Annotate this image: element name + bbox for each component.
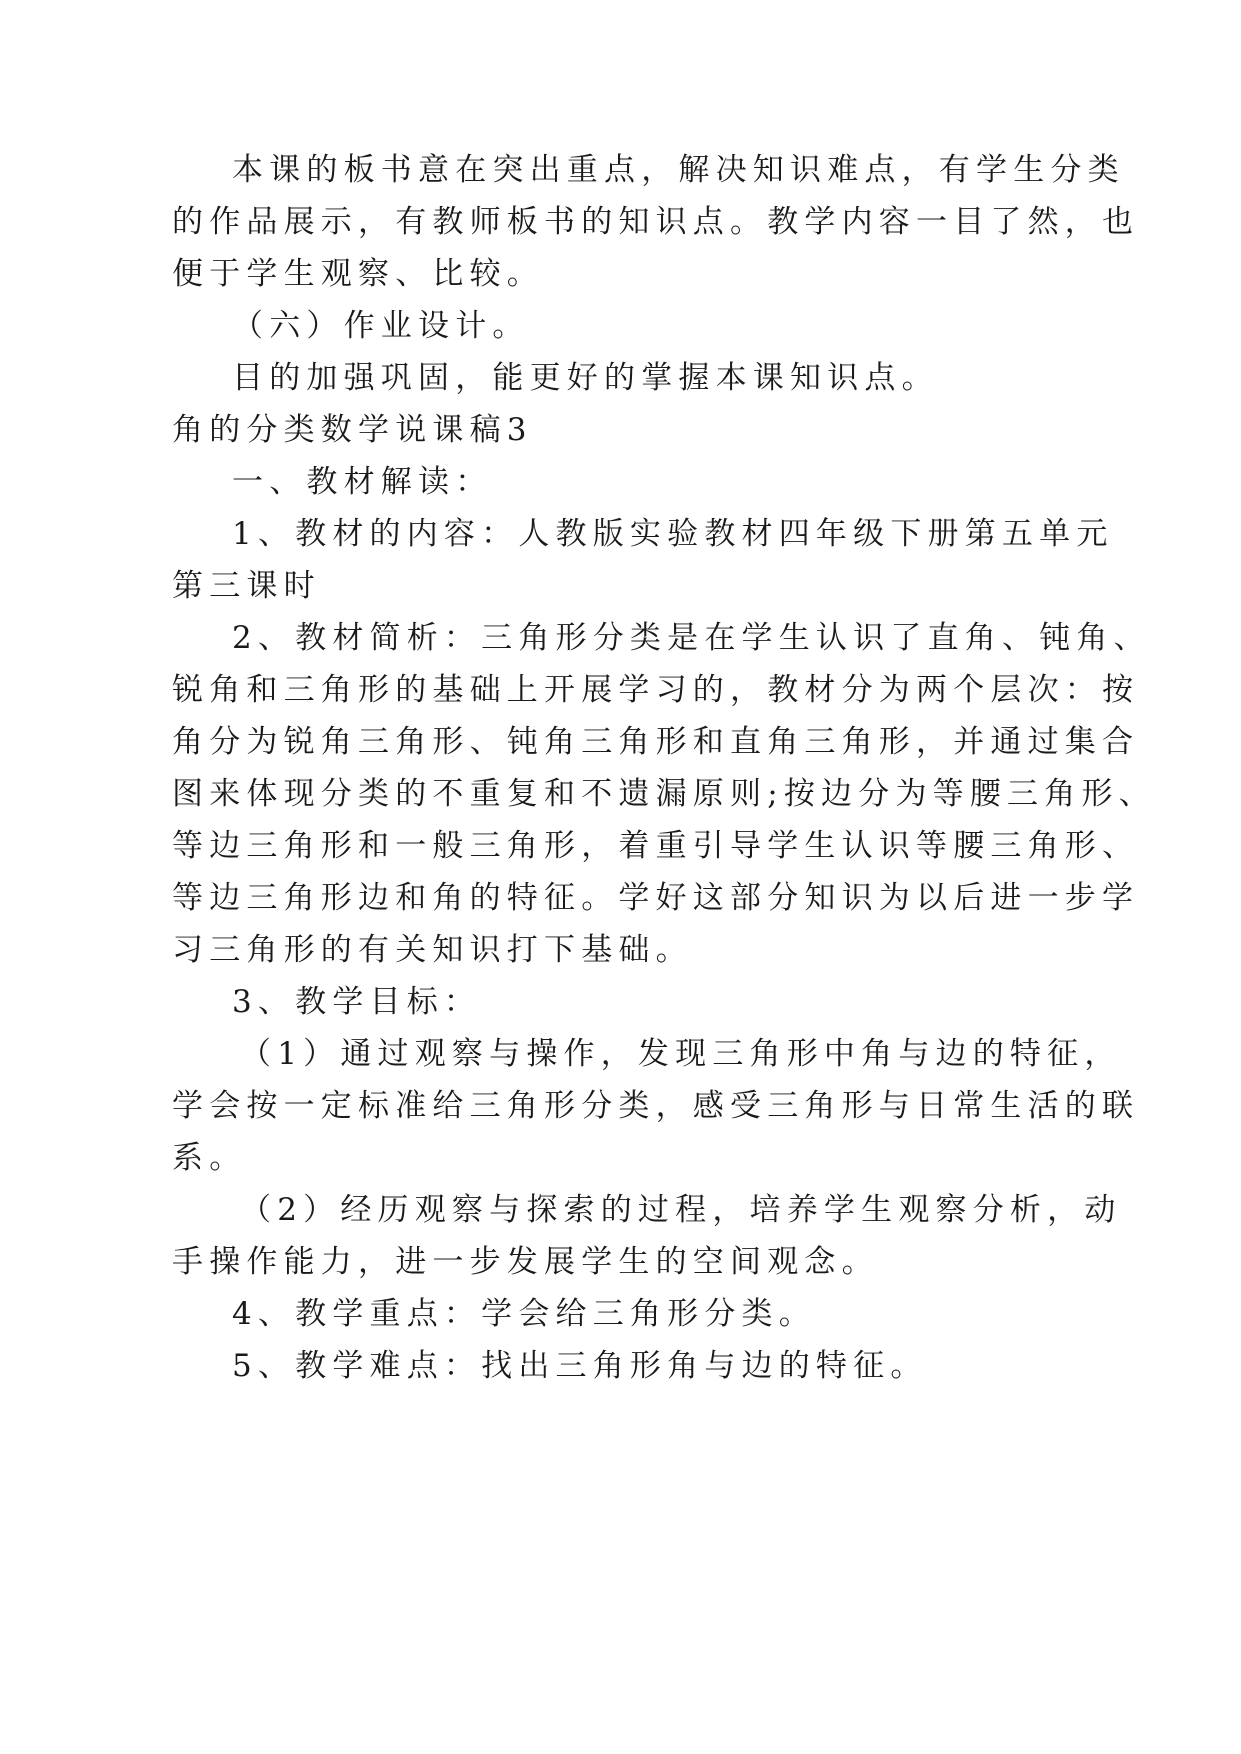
paragraph-line: 本课的板书意在突出重点，解决知识难点，有学生分类 — [232, 152, 1125, 188]
paragraph-line: 等边三角形边和角的特征。学好这部分知识为以后进一步学 — [172, 880, 1140, 916]
paragraph-line: 的作品展示，有教师板书的知识点。教学内容一目了然，也 — [172, 204, 1140, 240]
document-title: 角的分类数学说课稿3 — [172, 412, 533, 448]
paragraph-line: 习三角形的有关知识打下基础。 — [172, 932, 693, 968]
paragraph-line: （1）通过观察与操作，发现三角形中角与边的特征， — [240, 1036, 1122, 1072]
paragraph-line: 4、教学重点：学会给三角形分类。 — [232, 1296, 816, 1332]
paragraph-line: 便于学生观察、比较。 — [172, 256, 544, 292]
paragraph-line: 目的加强巩固，能更好的掌握本课知识点。 — [232, 360, 939, 396]
paragraph-line: 学会按一定标准给三角形分类，感受三角形与日常生活的联 — [172, 1088, 1140, 1124]
paragraph-line: 等边三角形和一般三角形，着重引导学生认识等腰三角形、 — [172, 828, 1140, 864]
paragraph-line: 1、教材的内容：人教版实验教材四年级下册第五单元 — [232, 516, 1114, 552]
section-heading: 一、教材解读： — [232, 464, 493, 500]
paragraph-line: 第三课时 — [172, 568, 321, 604]
paragraph-line: 图来体现分类的不重复和不遗漏原则;按边分为等腰三角形、 — [172, 776, 1156, 812]
section-heading: 3、教学目标： — [232, 984, 482, 1020]
paragraph-line: 5、教学难点：找出三角形角与边的特征。 — [232, 1348, 928, 1384]
paragraph-line: 系。 — [172, 1140, 247, 1176]
paragraph-line: （2）经历观察与探索的过程，培养学生观察分析，动 — [240, 1192, 1122, 1228]
paragraph-line: 2、教材简析：三角形分类是在学生认识了直角、钝角、 — [232, 620, 1151, 656]
section-heading: （六）作业设计。 — [232, 308, 530, 344]
paragraph-line: 锐角和三角形的基础上开展学习的，教材分为两个层次：按 — [172, 672, 1140, 708]
paragraph-line: 手操作能力，进一步发展学生的空间观念。 — [172, 1244, 879, 1280]
paragraph-line: 角分为锐角三角形、钝角三角形和直角三角形，并通过集合 — [172, 724, 1140, 760]
